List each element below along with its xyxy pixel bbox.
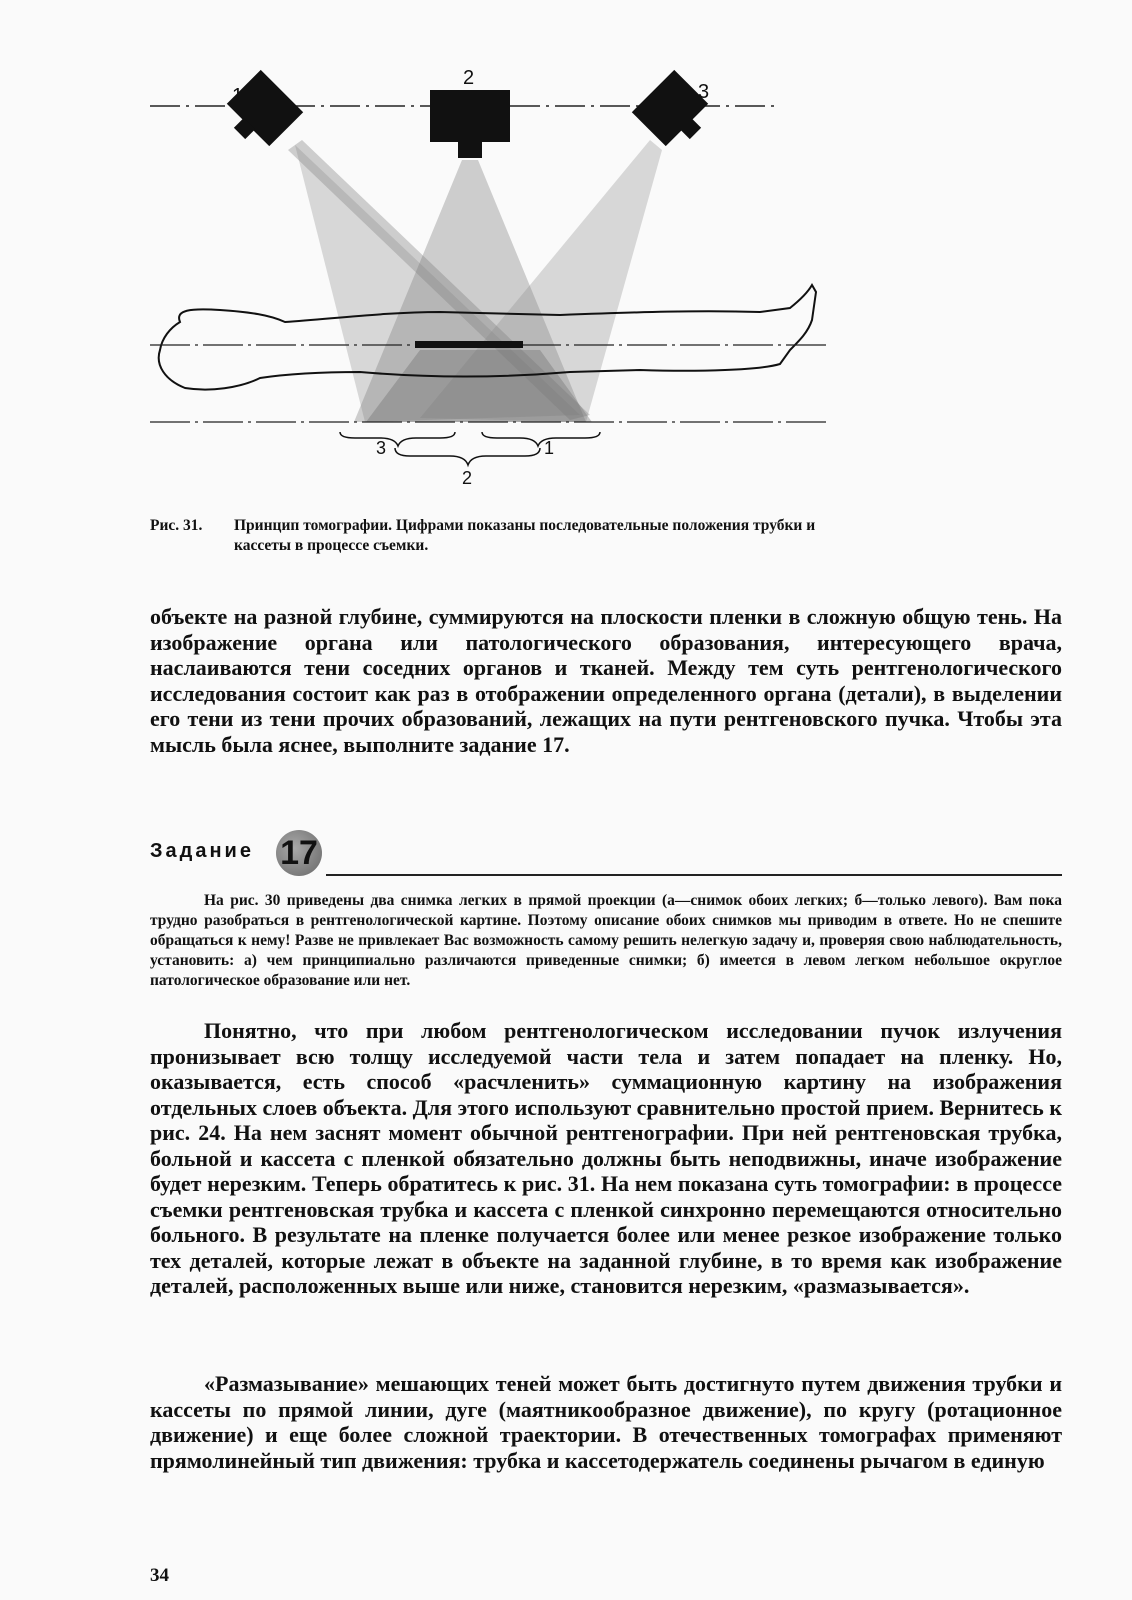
brace-upper-right <box>482 432 600 446</box>
paragraph-3-text: «Размазывание» мешающих теней может быть достигнуто путем движения трубки и кассеты по прямой линии, дуге (маятникообразное движение), по кругу (ротационное движение) и еще более сложной траектории. В отечественных томографах применяют прямолинейный тип движения: трубка и кассетодержатель соединены рычагом в единую <box>150 1371 1062 1473</box>
label-brace-bottom: 2 <box>462 468 473 488</box>
tube-2 <box>430 90 510 158</box>
label-brace-left: 3 <box>376 438 387 458</box>
task-text <box>150 891 1062 991</box>
paragraph-2 <box>150 1018 1062 1299</box>
task-title: Задание <box>150 840 254 862</box>
task-header <box>150 826 1062 878</box>
brace-upper-left <box>340 432 455 446</box>
focal-layer <box>415 341 523 348</box>
caption-line-1: Принцип томографии. Цифрами показаны последовательные положения трубки и <box>234 517 816 534</box>
label-brace-right: 1 <box>544 438 555 458</box>
task-divider <box>326 874 1062 876</box>
paragraph-1: объекте на разной глубине, суммируются на плоскости пленки в сложную общую тень. На изображение органа или патологического образования, интересующего врача, наслаиваются тени соседних органов и тканей. Между тем суть рентгенологического исследования состоит как раз в отображении определенного органа (детали), в выделении его тени из тени прочих образований, лежащих на пути рентгеновского пучка. Чтобы эта мысль была яснее, выполните задание 17. <box>150 604 1062 757</box>
task-body: На рис. 30 приведены два снимка легких в прямой проекции (а—снимок обоих легких; б—только левого). Вам пока трудно разобраться в рентгенологической картине. Поэтому описание обоих снимков мы приводим в ответе. Но не спешите обращаться к нему! Разве не привлекает Вас возможность самому решить нелегкую задачу и, проверяя свою наблюдательность, установить: а) чем принципиально различаются приведенные снимки; б) имеется в левом легком небольшое округлое патологическое образование или нет. <box>150 892 1062 989</box>
caption-line-2: кассеты в процессе съемки. <box>234 537 429 554</box>
tomography-diagram <box>140 60 860 490</box>
page-number: 34 <box>150 1565 169 1586</box>
task-number-badge: 17 <box>276 830 322 876</box>
paragraph-3 <box>150 1371 1062 1473</box>
label-pos-2: 2 <box>463 67 475 89</box>
brace-lower <box>395 448 540 465</box>
figure-caption <box>150 516 1062 556</box>
paragraph-2-text: Понятно, что при любом рентгенологическом исследовании пучок излучения пронизывает всю толщу исследуемой части тела и затем попадает на пленку. Но, оказывается, есть способ «расчленить» суммационную картину на изображения отдельных слоев объекта. Для этого используют сравнительно простой прием. Вернитесь к рис. 24. На нем заснят момент обычной рентгенографии. При ней рентгеновская трубка, больной и кассета с пленкой обязательно должны быть неподвижны, иначе изображение будет нерезким. Теперь обратитесь к рис. 31. На нем показана суть томографии: в процессе съемки рентгеновская трубка и кассета с пленкой синхронно перемещаются относительно больного. В результате на пленке получается более или менее резкое изображение только тех деталей, которые лежат в объекте на заданной глубине, в то время как изображение деталей, расположенных выше или ниже, становится нерезким, «размазывается». <box>150 1018 1062 1298</box>
label-pos-3: 3 <box>698 81 710 103</box>
caption-label: Рис. 31. <box>150 517 203 534</box>
tube-1 <box>218 70 303 155</box>
label-pos-1: 1 <box>232 85 244 107</box>
